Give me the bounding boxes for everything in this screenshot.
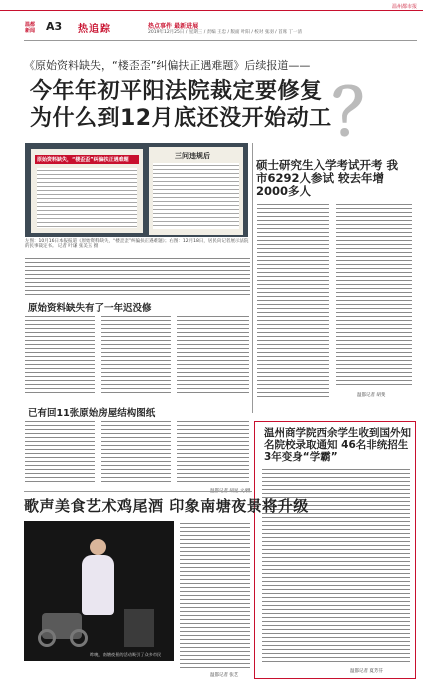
top-rule bbox=[0, 10, 423, 11]
band-rule bbox=[24, 491, 252, 492]
band-text bbox=[180, 521, 250, 669]
lead-subhead: 原始资料缺失有了一年迟没修 bbox=[28, 303, 152, 314]
performer-dress bbox=[82, 555, 114, 615]
column-label: 温都 新闻 bbox=[25, 22, 36, 34]
band-byline: 温都记者 张艺 bbox=[210, 673, 239, 678]
clipping-heading-right: 三问违规后 bbox=[175, 152, 210, 160]
mid-col-1 bbox=[25, 419, 95, 485]
band-photo-caption: 昨晚，南塘夜景的活动吸引了众多市民 bbox=[90, 652, 162, 657]
clipping-text-right bbox=[153, 163, 239, 229]
mid-col-3 bbox=[177, 419, 249, 485]
lead-headline-line2: 为什么到12月底还没开始动工 bbox=[30, 106, 332, 131]
clipping-heading-left: 原始资料缺失，“楼歪歪”纠偏扶正遇难题 bbox=[37, 157, 129, 163]
section-subtitle: 热点事件 最新进展 bbox=[148, 23, 199, 30]
right-story-byline: 温都记者 胡斐 bbox=[357, 393, 386, 398]
motorcycle-wheel-front bbox=[38, 629, 56, 647]
audience-silhouette bbox=[124, 609, 154, 647]
question-mark-graphic: ？ bbox=[332, 77, 396, 151]
right-story-title: 硕士研究生入学考试开考 我市6292人参试 较去年增2000多人 bbox=[256, 158, 399, 198]
clipping-text-left bbox=[37, 168, 137, 228]
lead-col-1 bbox=[25, 314, 95, 396]
page-number: A3 bbox=[46, 20, 63, 33]
lead-col-3 bbox=[177, 314, 249, 396]
performer-head bbox=[90, 539, 106, 555]
section-title: 热追踪 bbox=[78, 24, 111, 35]
date-line: 2019年12月25日 / 星期三 / 责编 王忠 / 版面 叶阳 / 校对 张羽 / 首席 丁一清 bbox=[148, 30, 303, 35]
lead-photo-caption: 左图：10月16日本报报道《原始资料缺失，“楼歪歪”纠偏扶正遇难题》；右图：12月18日，居民向记者展示法院的民事裁定书。 记者 叶谦 张美玉 摄 bbox=[25, 239, 249, 249]
motorcycle-wheel-rear bbox=[70, 629, 88, 647]
column-divider bbox=[252, 143, 253, 413]
lead-intro-text bbox=[25, 256, 250, 296]
lead-photo bbox=[25, 143, 248, 237]
top-bar bbox=[0, 0, 423, 5]
mid-subhead: 已有回11张原始房屋结构图纸 bbox=[28, 408, 156, 419]
band-headline: 歌声美食艺术鸡尾酒 印象南塘夜景将升级 bbox=[24, 497, 309, 515]
header-rule bbox=[24, 40, 417, 41]
boxed-story-title: 温州商学院西余学生收到国外知名院校录取通知 46名非统招生3年变身“学霸” bbox=[264, 427, 411, 463]
right-col-1 bbox=[257, 202, 329, 398]
mid-col-2 bbox=[101, 419, 171, 485]
lead-kicker: 《原始资料缺失，“楼歪歪”纠偏扶正遇难题》后续报道—— bbox=[24, 59, 311, 72]
boxed-story-byline: 温都记者 夏芳芬 bbox=[350, 669, 383, 674]
right-col-2 bbox=[336, 202, 412, 388]
band-photo bbox=[24, 521, 174, 661]
lead-col-2 bbox=[101, 314, 171, 396]
masthead-label: 温州都市报 bbox=[391, 4, 417, 10]
lead-headline-line1: 今年年初平阳法院裁定要修复 bbox=[30, 79, 323, 104]
